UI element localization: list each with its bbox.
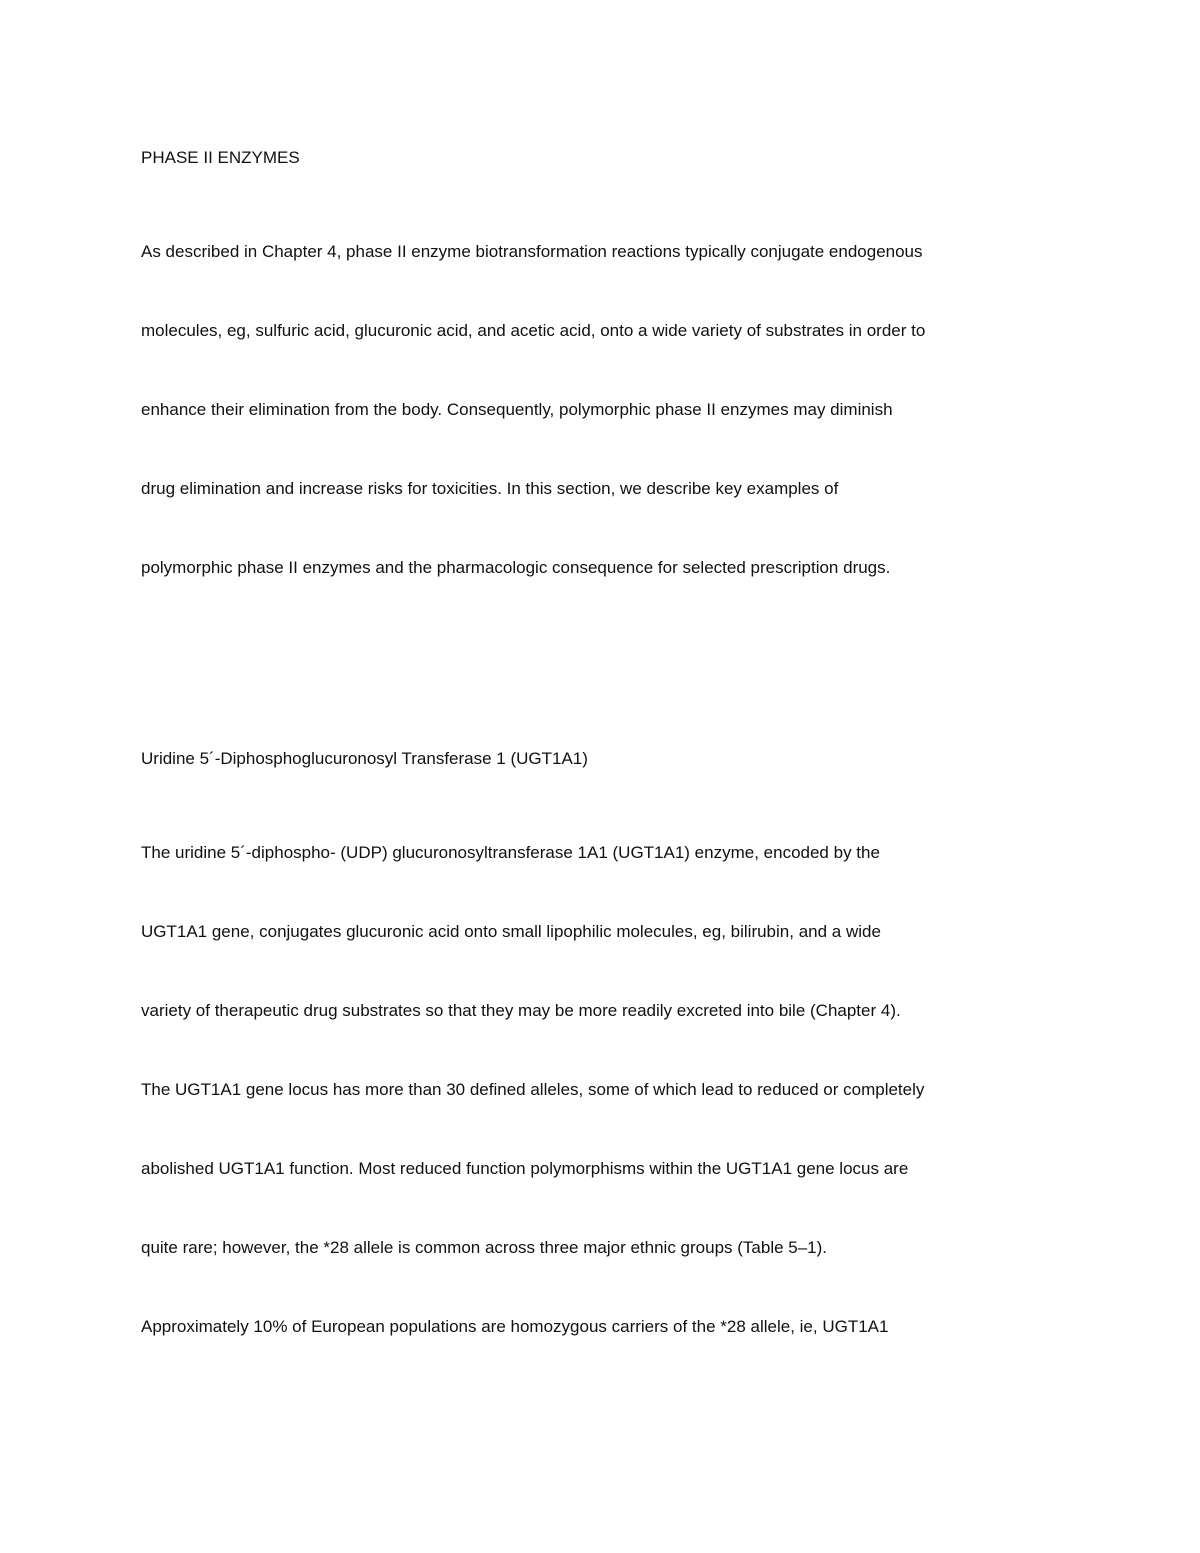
paragraph-2-line-5: abolished UGT1A1 function. Most reduced function polymorphisms within the UGT1A1 gene locus are [141, 1159, 909, 1178]
paragraph-1-line-3: enhance their elimination from the body. Consequently, polymorphic phase II enzymes may diminish [141, 400, 893, 419]
paragraph-2-line-4: The UGT1A1 gene locus has more than 30 defined alleles, some of which lead to reduced or completely [141, 1080, 925, 1099]
section-heading-phase-ii-enzymes: PHASE II ENZYMES [141, 148, 300, 167]
section-heading-ugt1a1: Uridine 5´-Diphosphoglucuronosyl Transferase 1 (UGT1A1) [141, 749, 588, 768]
paragraph-2-line-6: quite rare; however, the *28 allele is common across three major ethnic groups (Table 5–1). [141, 1238, 828, 1257]
paragraph-2-line-2: UGT1A1 gene, conjugates glucuronic acid onto small lipophilic molecules, eg, bilirubin, and a wide [141, 922, 881, 941]
paragraph-1-line-4: drug elimination and increase risks for toxicities. In this section, we describe key examples of [141, 479, 839, 498]
paragraph-1-line-1: As described in Chapter 4, phase II enzyme biotransformation reactions typically conjugate endogenous [141, 242, 923, 261]
paragraph-1-line-2: molecules, eg, sulfuric acid, glucuronic acid, and acetic acid, onto a wide variety of substrates in order to [141, 321, 926, 340]
paragraph-2-line-3: variety of therapeutic drug substrates so that they may be more readily excreted into bile (Chapter 4). [141, 1001, 901, 1020]
paragraph-1-line-5: polymorphic phase II enzymes and the pharmacologic consequence for selected prescription drugs. [141, 558, 891, 577]
paragraph-2-line-1: The uridine 5´-diphospho- (UDP) glucuronosyltransferase 1A1 (UGT1A1) enzyme, encoded by the [141, 843, 880, 862]
paragraph-2-line-7: Approximately 10% of European populations are homozygous carriers of the *28 allele, ie, UGT1A1 [141, 1317, 889, 1336]
